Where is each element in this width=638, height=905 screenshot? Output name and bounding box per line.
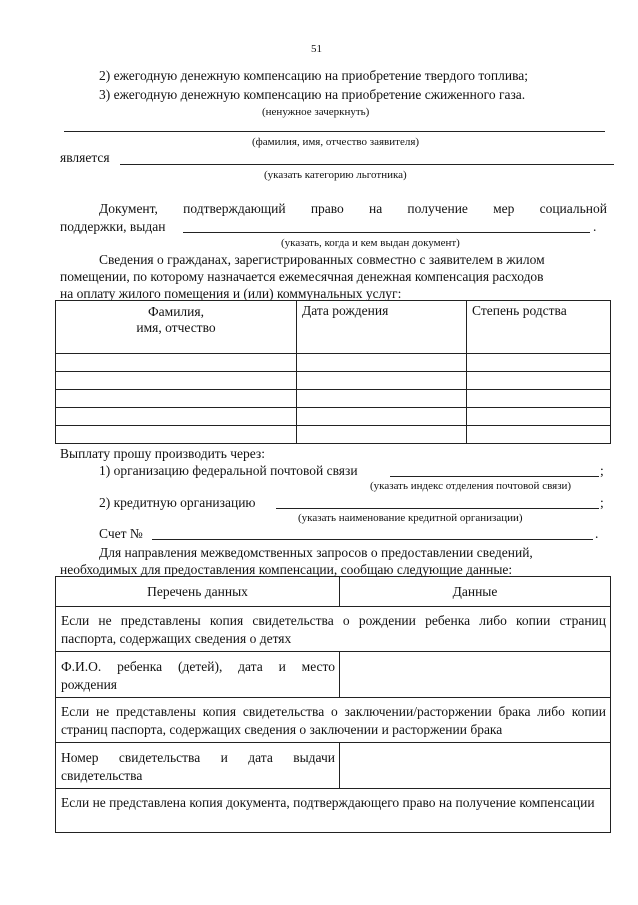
applicant-name-line[interactable] xyxy=(64,131,605,132)
section-entitlement-document: Если не представлена копия документа, подтверждающего право на получение компенсации xyxy=(56,789,611,833)
word-3: право xyxy=(310,201,344,216)
payment-option-bank: 2) кредитную организацию xyxy=(99,495,256,510)
cell-name[interactable] xyxy=(56,408,297,426)
header-data: Данные xyxy=(340,577,611,607)
header-birthdate: Дата рождения xyxy=(297,301,467,354)
payment-option-bank-end: ; xyxy=(600,495,604,510)
cell-relation[interactable] xyxy=(467,372,611,390)
requests-header-row xyxy=(56,577,611,607)
field-certificate-value[interactable] xyxy=(340,743,611,789)
section-row xyxy=(56,789,611,833)
word-4: на xyxy=(369,201,383,216)
cell-birthdate[interactable] xyxy=(297,390,467,408)
field-certificate-label: Номер свидетельства и дата выдачи свидетельства xyxy=(56,743,340,789)
residents-intro-1: Сведения о гражданах, зарегистрированных совместно с заявителем в жилом xyxy=(99,252,545,267)
cell-birthdate[interactable] xyxy=(297,354,467,372)
document-period: . xyxy=(593,219,597,234)
document-issued-line[interactable] xyxy=(183,232,590,233)
bank-caption: (указать наименование кредитной организации) xyxy=(298,512,523,524)
category-caption: (указать категорию льготника) xyxy=(264,169,407,181)
residents-table xyxy=(55,300,611,444)
section-marriage-certificate: Если не представлены копия свидетельства о заключении/расторжении брака либо копии страниц паспорта, содержащих сведения о заключении и расторжении брака xyxy=(56,698,611,743)
payment-option-post-end: ; xyxy=(600,463,604,478)
header-name xyxy=(56,301,297,354)
section-row xyxy=(56,607,611,652)
applicant-name-caption: (фамилия, имя, отчество заявителя) xyxy=(252,136,420,148)
cell-birthdate[interactable] xyxy=(297,426,467,444)
category-line[interactable] xyxy=(120,164,614,165)
account-number-line[interactable] xyxy=(152,539,593,540)
cell-relation[interactable] xyxy=(467,390,611,408)
word-7: социальной xyxy=(539,201,607,216)
field-row xyxy=(56,652,611,698)
account-label: Счет № xyxy=(99,526,143,541)
header-data-list: Перечень данных xyxy=(56,577,340,607)
word-2: подтверждающий xyxy=(183,201,286,216)
payment-intro: Выплату прошу производить через: xyxy=(60,446,265,461)
word-6: мер xyxy=(493,201,515,216)
cell-birthdate[interactable] xyxy=(297,408,467,426)
header-name-line-1: Фамилия, xyxy=(148,304,204,319)
bank-name-line[interactable] xyxy=(276,508,599,509)
post-index-caption: (указать индекс отделения почтовой связи) xyxy=(370,480,572,492)
cell-birthdate[interactable] xyxy=(297,372,467,390)
residents-header-row xyxy=(56,301,611,354)
table-row xyxy=(56,426,611,444)
document-caption: (указать, когда и кем выдан документ) xyxy=(281,237,460,249)
cell-name[interactable] xyxy=(56,354,297,372)
option-solid-fuel: 2) ежегодную денежную компенсацию на приобретение твердого топлива; xyxy=(99,68,529,83)
document-line-2: поддержки, выдан xyxy=(60,219,166,234)
table-row xyxy=(56,354,611,372)
table-row xyxy=(56,408,611,426)
requests-intro-2: необходимых для предоставления компенсации, сообщаю следующие данные: xyxy=(60,562,513,577)
requests-intro-1: Для направления межведомственных запросов о предоставлении сведений, xyxy=(99,545,533,560)
option-liquefied-gas: 3) ежегодную денежную компенсацию на приобретение сжиженного газа. xyxy=(99,87,526,102)
header-relation: Степень родства xyxy=(467,301,611,354)
field-child-name-label: Ф.И.О. ребенка (детей), дата и место рождения xyxy=(56,652,340,698)
residents-intro-3: на оплату жилого помещения и (или) коммунальных услуг: xyxy=(60,286,402,301)
table-row xyxy=(56,372,611,390)
cell-name[interactable] xyxy=(56,390,297,408)
account-end: . xyxy=(595,526,599,541)
cell-relation[interactable] xyxy=(467,354,611,372)
document-line-1 xyxy=(99,202,607,216)
page-number: 51 xyxy=(311,43,322,55)
residents-intro-2: помещении, по которому назначается ежемесячная денежная компенсация расходов xyxy=(60,269,544,284)
field-child-name-value[interactable] xyxy=(340,652,611,698)
cell-name[interactable] xyxy=(56,372,297,390)
table-row xyxy=(56,390,611,408)
is-label: является xyxy=(60,150,110,165)
cell-name[interactable] xyxy=(56,426,297,444)
header-name-line-2: имя, отчество xyxy=(136,320,216,336)
strike-note: (ненужное зачеркнуть) xyxy=(262,106,370,118)
section-birth-certificate: Если не представлены копия свидетельства о рождении ребенка либо копии страниц паспорта, содержащих сведения о детях xyxy=(56,607,611,652)
post-index-line[interactable] xyxy=(390,476,599,477)
payment-option-post: 1) организацию федеральной почтовой связи xyxy=(99,463,358,478)
section-row xyxy=(56,698,611,743)
word-1: Документ, xyxy=(99,201,158,216)
cell-relation[interactable] xyxy=(467,408,611,426)
requests-table xyxy=(55,576,611,833)
cell-relation[interactable] xyxy=(467,426,611,444)
word-5: получение xyxy=(407,201,468,216)
field-row xyxy=(56,743,611,789)
